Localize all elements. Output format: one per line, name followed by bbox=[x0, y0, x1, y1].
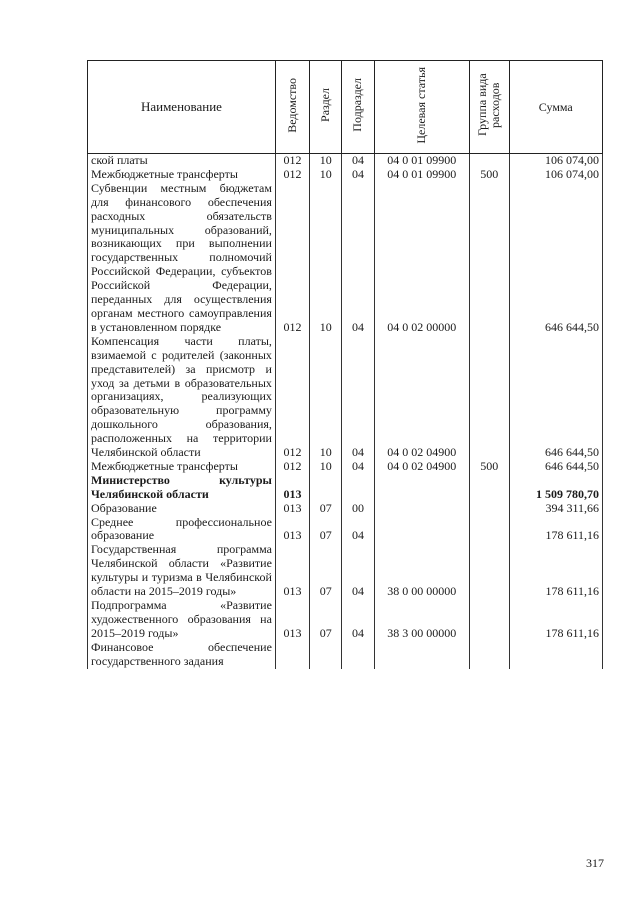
row-razdel bbox=[310, 474, 342, 502]
row-celevaya: 04 0 01 09900 bbox=[374, 168, 470, 182]
table-row bbox=[88, 335, 603, 460]
header-razdel: Раздел bbox=[310, 61, 342, 154]
row-name: Межбюджетные трансферты bbox=[88, 460, 276, 474]
row-summa: 1 509 780,70 bbox=[509, 474, 602, 502]
row-razdel bbox=[310, 641, 342, 669]
row-summa: 646 644,50 bbox=[509, 182, 602, 335]
row-celevaya: 04 0 02 00000 bbox=[374, 182, 470, 335]
row-gruppa bbox=[470, 182, 509, 335]
row-name: ской платы bbox=[88, 154, 276, 168]
table-row bbox=[88, 599, 603, 641]
row-gruppa bbox=[470, 474, 509, 502]
header-ved: Ведомство bbox=[275, 61, 309, 154]
header-name: Наименование bbox=[88, 61, 276, 154]
row-podrazdel: 04 bbox=[342, 154, 374, 168]
row-ved: 013 bbox=[275, 516, 309, 544]
row-podrazdel: 04 bbox=[342, 543, 374, 599]
table-row bbox=[88, 460, 603, 474]
row-razdel: 07 bbox=[310, 516, 342, 544]
row-summa: 178 611,16 bbox=[509, 543, 602, 599]
row-gruppa bbox=[470, 154, 509, 168]
row-ved: 013 bbox=[275, 502, 309, 516]
row-celevaya bbox=[374, 502, 470, 516]
header-summa: Сумма bbox=[509, 61, 602, 154]
row-gruppa bbox=[470, 599, 509, 641]
budget-table bbox=[87, 60, 603, 669]
row-ved: 012 bbox=[275, 335, 309, 460]
row-gruppa bbox=[470, 543, 509, 599]
row-ved: 012 bbox=[275, 460, 309, 474]
row-razdel: 07 bbox=[310, 502, 342, 516]
row-razdel: 10 bbox=[310, 182, 342, 335]
row-ved bbox=[275, 641, 309, 669]
row-podrazdel: 04 bbox=[342, 182, 374, 335]
row-podrazdel bbox=[342, 474, 374, 502]
table-row bbox=[88, 474, 603, 502]
row-razdel: 10 bbox=[310, 460, 342, 474]
row-name: Среднее профессиональное образование bbox=[88, 516, 276, 544]
row-ved: 012 bbox=[275, 154, 309, 168]
row-razdel: 07 bbox=[310, 599, 342, 641]
row-ved: 013 bbox=[275, 543, 309, 599]
row-podrazdel: 04 bbox=[342, 335, 374, 460]
row-gruppa bbox=[470, 641, 509, 669]
row-razdel: 10 bbox=[310, 335, 342, 460]
row-ved: 013 bbox=[275, 474, 309, 502]
row-podrazdel: 04 bbox=[342, 460, 374, 474]
header-gruppa: Группа вида расходов bbox=[470, 61, 509, 154]
row-podrazdel: 04 bbox=[342, 516, 374, 544]
row-summa: 394 311,66 bbox=[509, 502, 602, 516]
header-celevaya: Целевая статья bbox=[374, 61, 470, 154]
row-ved: 012 bbox=[275, 182, 309, 335]
table-row bbox=[88, 543, 603, 599]
table-header bbox=[88, 61, 603, 154]
row-celevaya: 04 0 02 04900 bbox=[374, 460, 470, 474]
row-podrazdel: 04 bbox=[342, 599, 374, 641]
table-row bbox=[88, 168, 603, 182]
row-podrazdel: 00 bbox=[342, 502, 374, 516]
row-podrazdel: 04 bbox=[342, 168, 374, 182]
row-celevaya: 04 0 02 04900 bbox=[374, 335, 470, 460]
row-celevaya: 04 0 01 09900 bbox=[374, 154, 470, 168]
row-summa: 646 644,50 bbox=[509, 460, 602, 474]
row-razdel: 07 bbox=[310, 543, 342, 599]
row-summa: 106 074,00 bbox=[509, 154, 602, 168]
row-podrazdel bbox=[342, 641, 374, 669]
row-gruppa: 500 bbox=[470, 460, 509, 474]
table-row bbox=[88, 154, 603, 168]
table-row bbox=[88, 182, 603, 335]
row-name: Государственная программа Челябинской области «Развитие культуры и туризма в Челябинской области на 2015–2019 годы» bbox=[88, 543, 276, 599]
row-razdel: 10 bbox=[310, 154, 342, 168]
row-summa: 178 611,16 bbox=[509, 516, 602, 544]
header-podrazdel: Подраздел bbox=[342, 61, 374, 154]
row-razdel: 10 bbox=[310, 168, 342, 182]
row-celevaya: 38 0 00 00000 bbox=[374, 543, 470, 599]
row-name: Министерство культуры Челябинской области bbox=[88, 474, 276, 502]
page-number: 317 bbox=[586, 856, 604, 870]
table-row bbox=[88, 516, 603, 544]
row-gruppa bbox=[470, 516, 509, 544]
table-row bbox=[88, 502, 603, 516]
row-name: Финансовое обеспечение государственного задания bbox=[88, 641, 276, 669]
row-summa: 646 644,50 bbox=[509, 335, 602, 460]
row-summa: 106 074,00 bbox=[509, 168, 602, 182]
row-celevaya bbox=[374, 516, 470, 544]
row-ved: 012 bbox=[275, 168, 309, 182]
row-gruppa bbox=[470, 335, 509, 460]
row-ved: 013 bbox=[275, 599, 309, 641]
row-gruppa bbox=[470, 502, 509, 516]
row-celevaya bbox=[374, 474, 470, 502]
row-name: Компенсация части платы, взимаемой с родителей (законных представителей) за присмотр и уход за детьми в образовательных организациях, реализующих образовательную программу дошкольного образования, расположенных на территории Челябинской области bbox=[88, 335, 276, 460]
row-name: Образование bbox=[88, 502, 276, 516]
row-name: Межбюджетные трансферты bbox=[88, 168, 276, 182]
row-gruppa: 500 bbox=[470, 168, 509, 182]
row-summa: 178 611,16 bbox=[509, 599, 602, 641]
table-body bbox=[88, 154, 603, 669]
row-celevaya: 38 3 00 00000 bbox=[374, 599, 470, 641]
row-name: Подпрограмма «Развитие художественного образования на 2015–2019 годы» bbox=[88, 599, 276, 641]
row-name: Субвенции местным бюджетам для финансового обеспечения расходных обязательств муниципальных образований, возникающих при выполнении государственных полномочий Российской Федерации, субъектов Российской Федерации, переданных для осуществления органам местного самоуправления в установленном порядке bbox=[88, 182, 276, 335]
table-row bbox=[88, 641, 603, 669]
row-summa bbox=[509, 641, 602, 669]
row-celevaya bbox=[374, 641, 470, 669]
